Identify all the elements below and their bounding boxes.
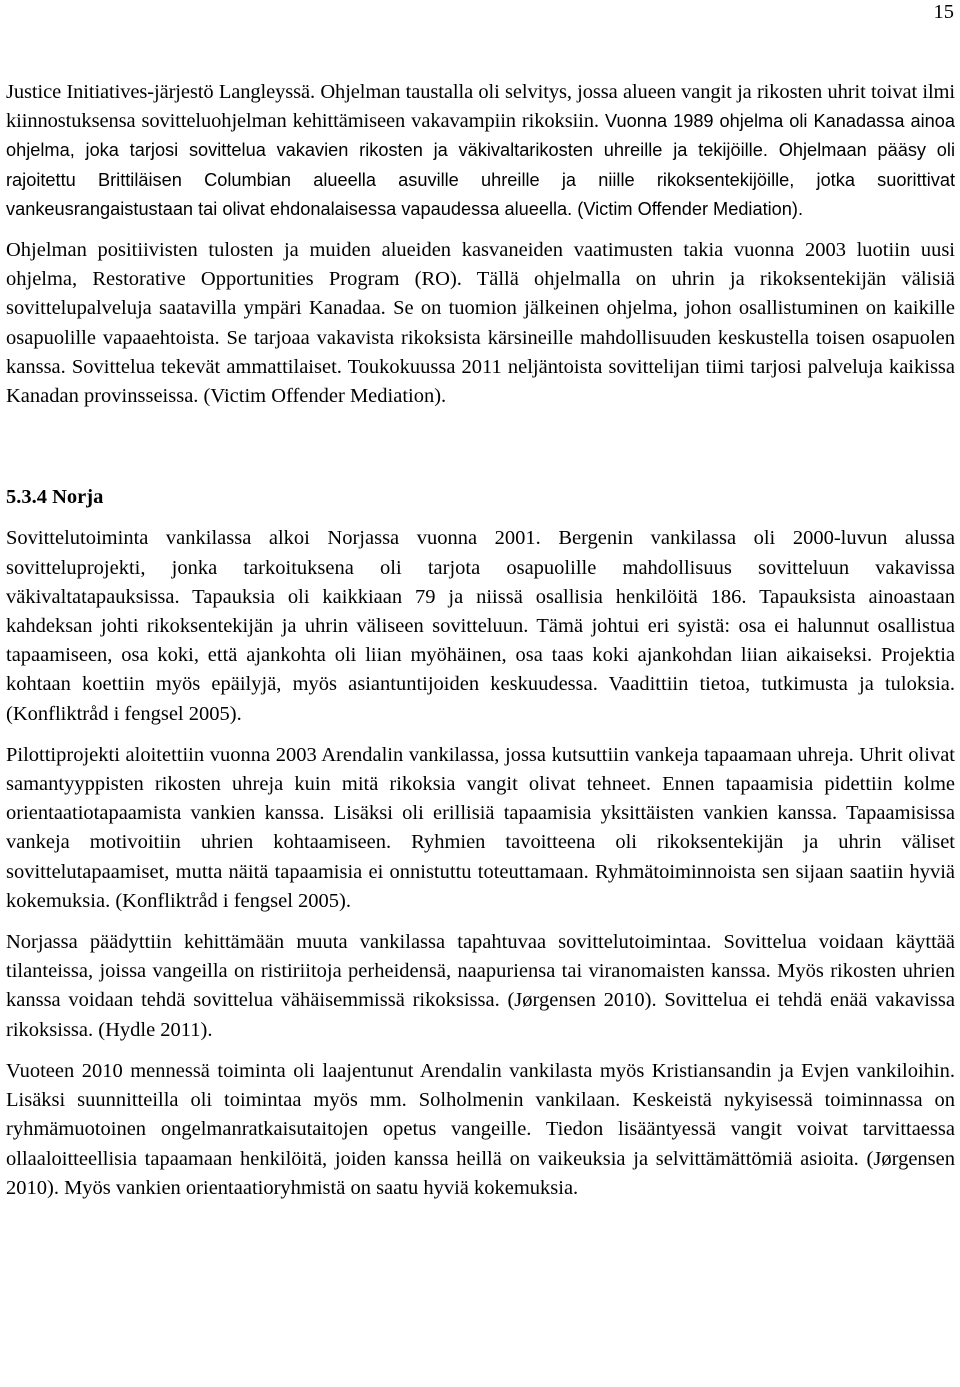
section-heading: 5.3.4 Norja <box>6 486 104 509</box>
document-body <box>6 78 955 1215</box>
norway-paragraph-4: Vuoteen 2010 mennessä toiminta oli laajentunut Arendalin vankilasta myös Kristiansandin ja Evjen vankiloihin. Lisäksi suunnitteilla oli toimintaa myös mm. Solholmenin vankilaan. Keskeistä nykyisessä toiminnassa on ryhmämuotoinen ongelmanratkaisutaitojen opetus vangeille. Tiedon lisääntyessä vangit voivat tarvittaessa ollaaloitteellisia tapaamaan henkilöitä, joiden kanssa heillä on vaikeuksia ja selvittämättömiä asioita. (Jørgensen 2010). Myös vankien orientaatioryhmistä on saatu hyviä kokemuksia. <box>6 1059 955 1199</box>
intro-text-part-1: Justice Initiatives-järjestö Langleyssä. Ohjelman taustalla oli selvitys, jossa alueen vangit ja rikosten uhrit toivat ilmi kiinnostuksensa sovitteluohjelman kehittämiseen vakavampiin rikoksiin. <box>6 81 955 133</box>
norway-paragraph-1: Sovittelutoiminta vankilassa alkoi Norjassa vuonna 2001. Bergenin vankilassa oli 2000-luvun alussa sovitteluprojekti, jonka tarkoituksena oli tarjota osapuolille mahdollisuus sovitteluun vakavissa väkivaltatapauksissa. Tapauksia oli kaikkiaan 79 ja niissä osallisia henkilöitä 186. Tapauksista ainoastaan kahdeksan johti rikoksentekijän ja uhrin väliseen sovitteluun. Tämä johtui eri syistä: osa ei halunnut osallistua tapaamiseen, osa koki, että ajankohta oli liian myöhäinen, osa taas koki ajankohdan liian aikaiseksi. Projektia kohtaan koettiin myös epäilyjä, myös asiantuntijoiden keskuudessa. Vaadittiin tietoa, tutkimusta ja tuloksia. (Konfliktråd i fengsel 2005). <box>6 527 955 725</box>
intro-text-part-3: Ohjelmaan pääsy oli rajoitettu Brittiläisen Columbian alueella asuville uhreille ja niille rikoksentekijöille, jotka suorittivat vankeusrangaistustaan tai olivat ehdonalaisessa vapaudessa alueella. (Victim Offender Mediation). <box>6 140 955 219</box>
norway-paragraph-3: Norjassa päädyttiin kehittämään muuta vankilassa tapahtuvaa sovittelutoimintaa. Sovittelua voidaan käyttää tilanteissa, joissa vangeilla on ristiriitoja perheidensä, naapuriensa tai viranomaisten kanssa. Myös rikosten uhrien kanssa voidaan tehdä sovittelua vähäisemmissä rikoksissa. (Jørgensen 2010). Sovittelua ei tehdä enää vakavissa rikoksissa. (Hydle 2011). <box>6 931 955 1041</box>
intro-paragraph <box>6 78 955 224</box>
norway-paragraph-2: Pilottiprojekti aloitettiin vuonna 2003 Arendalin vankilassa, jossa kutsuttiin vankeja tapaamaan uhreja. Uhrit olivat samantyyppisten rikosten uhreja kuin mitä rikoksia vangit olivat tehneet. Ennen tapaamisia pidettiin kolme orientaatiotapaamista vankien kanssa. Lisäksi oli erillisiä tapaamisia yksittäisten vankien kanssa. Tapaamisissa vankeja motivoitiin uhrien kohtaamiseen. Ryhmien tavoitteena oli rikoksentekijän ja uhrin väliset sovittelutapaamiset, mutta näitä tapaamisia ei onnistuttu toteuttamaan. Ryhmätoiminnoista sen sijaan saatiin hyviä kokemuksia. (Konfliktråd i fengsel 2005). <box>6 743 955 912</box>
canada-ro-paragraph: Ohjelman positiivisten tulosten ja muiden alueiden kasvaneiden vaatimusten takia vuonna 2003 luotiin uusi ohjelma, Restorative Opportunities Program (RO). Tällä ohjelmalla on uhrin ja rikoksentekijän välisiä sovittelupalveluja saatavilla ympäri Kanadaa. Se on tuomion jälkeinen ohjelma, johon osallistuminen on kaikille osapuolille vapaaehtoista. Se tarjoaa vakavista rikoksista kärsineille mahdollisuuden keskustella toisen osapuolen kanssa. Sovittelua tekevät ammattilaiset. Toukokuussa 2011 neljäntoista sovittelijan tiimi tarjosi palveluja kaikissa Kanadan provinsseissa. (Victim Offender Mediation). <box>6 239 955 408</box>
page-number: 15 <box>933 1 954 23</box>
intro-text-part-2: Vuonna 1989 ohjelma oli Kanadassa ainoa ohjelma, joka tarjosi sovittelua vakavien rikosten ja väkivaltarikosten uhreille ja tekijöille. <box>6 111 955 161</box>
